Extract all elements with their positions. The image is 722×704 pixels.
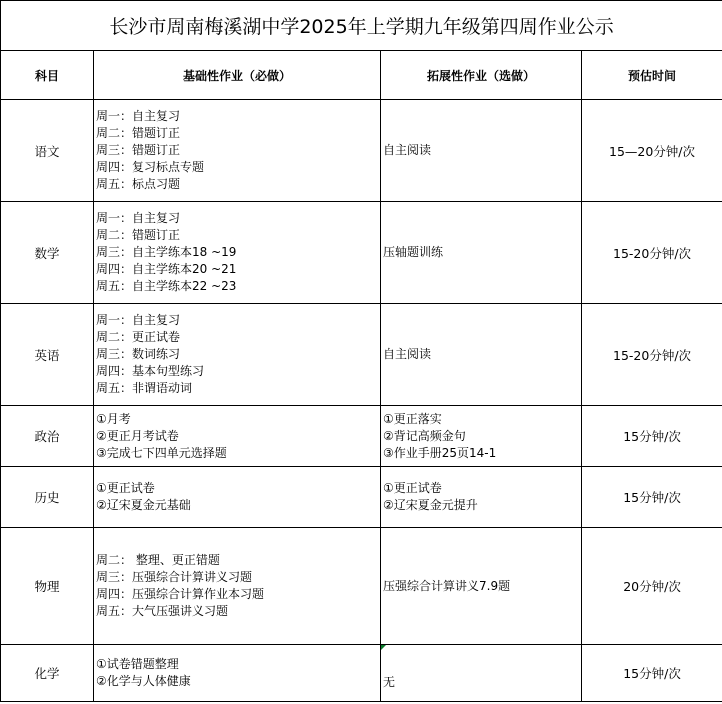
basic-line: 周二： 整理、更正错题 (96, 553, 220, 567)
basic-line: 周五：非谓语动词 (96, 381, 193, 395)
basic-cell (94, 304, 381, 406)
table-row (1, 304, 722, 406)
table-row (1, 645, 722, 702)
basic-line: 周五：自主学练本22 ~23 (96, 279, 237, 293)
basic-line: 周一：自主复习 (96, 313, 181, 327)
basic-line: ①试卷错题整理 (96, 657, 179, 671)
time-cell: 15分钟/次 (582, 645, 722, 702)
extension-line: ①更正落实 (383, 411, 442, 426)
basic-line: ②辽宋夏金元基础 (96, 498, 191, 512)
extension-line: ③作业手册25页14-1 (383, 445, 497, 460)
subject-cell: 物理 (1, 528, 94, 645)
title-row (1, 1, 722, 51)
table-row (1, 202, 722, 304)
basic-line: 周二：更正试卷 (96, 330, 181, 344)
basic-line: ②化学与人体健康 (96, 674, 191, 688)
basic-line: 周四：复习标点专题 (96, 160, 205, 174)
extension-cell (381, 645, 582, 702)
table-row (1, 406, 722, 467)
subject-cell: 化学 (1, 645, 94, 702)
subject-cell: 英语 (1, 304, 94, 406)
basic-line: 周一：自主复习 (96, 109, 181, 123)
header-extension: 拓展性作业（选做） (381, 51, 582, 100)
basic-line: 周五：标点习题 (96, 177, 181, 191)
extension-cell (381, 304, 582, 406)
extension-line: ①更正试卷 (383, 481, 442, 495)
header-time: 预估时间 (582, 51, 722, 100)
extension-cell (381, 202, 582, 304)
header-basic: 基础性作业（必做） (94, 51, 381, 100)
basic-cell (94, 467, 381, 528)
basic-line: ②更正月考试卷 (96, 428, 179, 443)
basic-cell (94, 528, 381, 645)
time-cell: 15分钟/次 (582, 467, 722, 528)
extension-line: ②背记高频金句 (383, 428, 466, 443)
table-row (1, 100, 722, 202)
subject-cell: 政治 (1, 406, 94, 467)
extension-line: 自主阅读 (383, 347, 432, 361)
basic-cell (94, 645, 381, 702)
time-cell: 15—20分钟/次 (582, 100, 722, 202)
basic-line: 周二：错题订正 (96, 228, 181, 242)
extension-cell (381, 100, 582, 202)
basic-line: 周五：大气压强讲义习题 (96, 604, 229, 618)
time-cell: 15-20分钟/次 (582, 202, 722, 304)
subject-cell: 语文 (1, 100, 94, 202)
table-row (1, 528, 722, 645)
subject-cell: 数学 (1, 202, 94, 304)
basic-line: 周四：自主学练本20 ~21 (96, 262, 237, 276)
basic-line: 周四：基本句型练习 (96, 364, 205, 378)
extension-line: 无 (383, 675, 396, 689)
basic-line: 周三：错题订正 (96, 143, 181, 157)
basic-line: ③完成七下四单元选择题 (96, 445, 227, 460)
basic-line: 周四：压强综合计算作业本习题 (96, 587, 265, 601)
page-title: 长沙市周南梅溪湖中学2025年上学期九年级第四周作业公示 (1, 1, 722, 51)
basic-line: 周三：数词练习 (96, 347, 181, 361)
header-subject: 科目 (1, 51, 94, 100)
extension-cell (381, 528, 582, 645)
basic-line: 周三：自主学练本18 ~19 (96, 245, 237, 259)
extension-line: 压轴题训练 (383, 245, 444, 259)
time-cell: 20分钟/次 (582, 528, 722, 645)
header-row (1, 51, 722, 100)
basic-cell (94, 100, 381, 202)
extension-line: 压强综合计算讲义7.9题 (383, 578, 511, 593)
extension-cell (381, 467, 582, 528)
time-cell: 15-20分钟/次 (582, 304, 722, 406)
basic-cell (94, 406, 381, 467)
subject-cell: 历史 (1, 467, 94, 528)
basic-line: 周二：错题订正 (96, 126, 181, 140)
extension-cell (381, 406, 582, 467)
basic-line: 周一：自主复习 (96, 211, 181, 225)
time-cell: 15分钟/次 (582, 406, 722, 467)
basic-line: 周三：压强综合计算讲义习题 (96, 570, 253, 584)
basic-cell (94, 202, 381, 304)
cell-comment-marker-icon (381, 645, 386, 650)
table-row (1, 467, 722, 528)
basic-line: ①月考 (96, 411, 131, 426)
extension-line: 自主阅读 (383, 143, 432, 157)
extension-line: ②辽宋夏金元提升 (383, 498, 478, 512)
basic-line: ①更正试卷 (96, 481, 155, 495)
